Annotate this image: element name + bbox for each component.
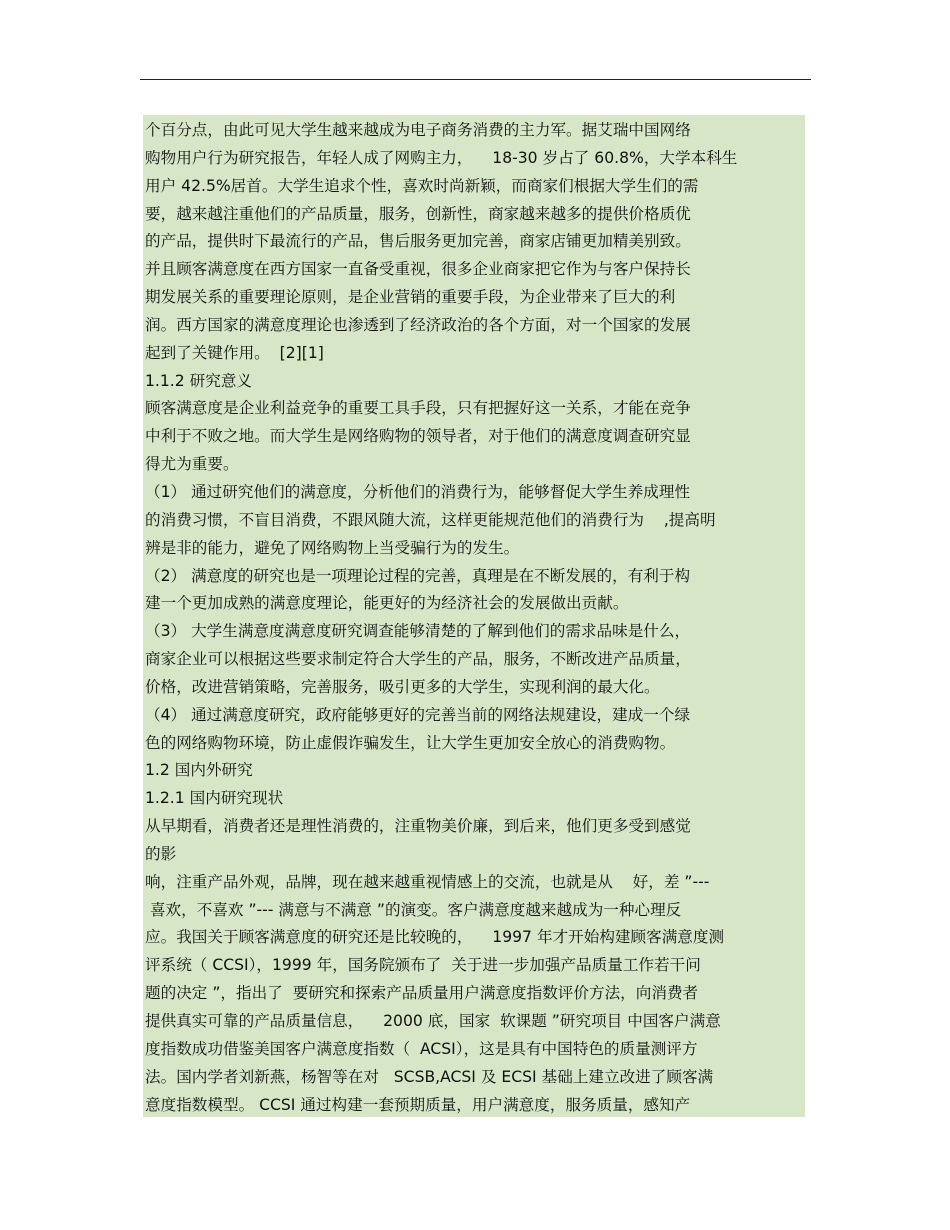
text-line: 起到了关键作用。 [2][1] xyxy=(145,343,324,362)
text-line: 1.2.1 国内研究现状 xyxy=(145,789,284,808)
text-line: 从早期看，消费者还是理性消费的，注重物美价廉，到后来，他们更多受到感觉 xyxy=(145,817,691,836)
text-line: 1.2 国内外研究 xyxy=(145,761,253,780)
text-line: 的影 xyxy=(145,844,177,863)
text-line: 商家企业可以根据这些要求制定符合大学生的产品，服务，不断改进产品质量， xyxy=(145,650,691,669)
highlighted-text-block xyxy=(143,115,805,1117)
text-line: （2） 满意度的研究也是一项理论过程的完善，真理是在不断发展的，有利于构 xyxy=(145,566,691,585)
text-line: 评系统（ CCSI），1999 年，国务院颁布了 关于进一步加强产品质量工作若干问 xyxy=(145,956,701,975)
text-line: 提供真实可靠的产品质量信息， 2000 底，国家 软课题 ”研究项目 中国客户满意 xyxy=(145,1012,721,1030)
text-line: 期发展关系的重要理论原则，是企业营销的重要手段，为企业带来了巨大的利 xyxy=(145,288,676,307)
text-line: 1.1.2 研究意义 xyxy=(145,371,253,390)
text-line: 辨是非的能力，避免了网络购物上当受骗行为的发生。 xyxy=(145,538,520,557)
text-line: （1） 通过研究他们的满意度，分析他们的消费行为，能够督促大学生养成理性 xyxy=(145,482,691,501)
text-line: 个百分点，由此可见大学生越来越成为电子商务消费的主力军。据艾瑞中国网络 xyxy=(145,121,691,139)
header-rule xyxy=(140,79,811,80)
text-line: 法。国内学者刘新燕，杨智等在对 SCSB,ACSI 及 ECSI 基础上建立改进了顾客满 xyxy=(145,1067,714,1086)
text-line: 题的决定 ”，指出了 要研究和探索产品质量用户满意度指数评价方法，向消费者 xyxy=(145,984,699,1003)
text-line: 度指数成功借鉴美国客户满意度指数（ ACSI），这是具有中国特色的质量测评方 xyxy=(145,1039,698,1058)
text-line: 要，越来越注重他们的产品质量，服务，创新性，商家越来越多的提供价格质优 xyxy=(145,204,691,223)
text-line: 并且顾客满意度在西方国家一直备受重视，很多企业商家把它作为与客户保持长 xyxy=(145,260,691,279)
text-line: 润。西方国家的满意度理论也渗透到了经济政治的各个方面，对一个国家的发展 xyxy=(145,315,691,334)
text-line: 得尤为重要。 xyxy=(145,455,239,474)
text-line: 响，注重产品外观，品牌，现在越来越重视情感上的交流，也就是从 好，差 ”--- xyxy=(145,872,710,891)
text-line: 购物用户行为研究报告，年轻人成了网购主力， 18-30 岁占了 60.8%，大学本科生 xyxy=(145,148,738,167)
text-line: 意度指数模型。 CCSI 通过构建一套预期质量，用户满意度，服务质量，感知产 xyxy=(145,1095,691,1114)
text-line: 价格，改进营销策略，完善服务，吸引更多的大学生，实现利润的最大化。 xyxy=(145,677,660,696)
text-line: 中利于不败之地。而大学生是网络购物的领导者，对于他们的满意度调查研究显 xyxy=(145,427,691,446)
text-line: 喜欢，不喜欢 ”--- 满意与不满意 ”的演变。客户满意度越来越成为一种心理反 xyxy=(145,900,682,919)
text-line: （3） 大学生满意度满意度研究调查能够清楚的了解到他们的需求品味是什么， xyxy=(145,622,691,641)
text-line: 的消费习惯，不盲目消费，不跟风随大流，这样更能规范他们的消费行为 ,提高明 xyxy=(145,510,716,529)
text-line: 应。我国关于顾客满意度的研究还是比较晚的， 1997 年才开始构建顾客满意度测 xyxy=(145,928,725,947)
text-line: 顾客满意度是企业利益竞争的重要工具手段，只有把握好这一关系，才能在竞争 xyxy=(145,399,691,418)
text-line: 用户 42.5%居首。大学生追求个性，喜欢时尚新颖，而商家们根据大学生们的需 xyxy=(145,176,699,195)
text-line: 的产品，提供时下最流行的产品，售后服务更加完善，商家店铺更加精美别致。 xyxy=(145,232,691,251)
text-line: （4） 通过满意度研究，政府能够更好的完善当前的网络法规建设，建成一个绿 xyxy=(145,705,691,724)
text-line: 色的网络购物环境，防止虚假诈骗发生，让大学生更加安全放心的消费购物。 xyxy=(145,733,676,752)
text-line: 建一个更加成熟的满意度理论，能更好的为经济社会的发展做出贡献。 xyxy=(145,594,629,613)
